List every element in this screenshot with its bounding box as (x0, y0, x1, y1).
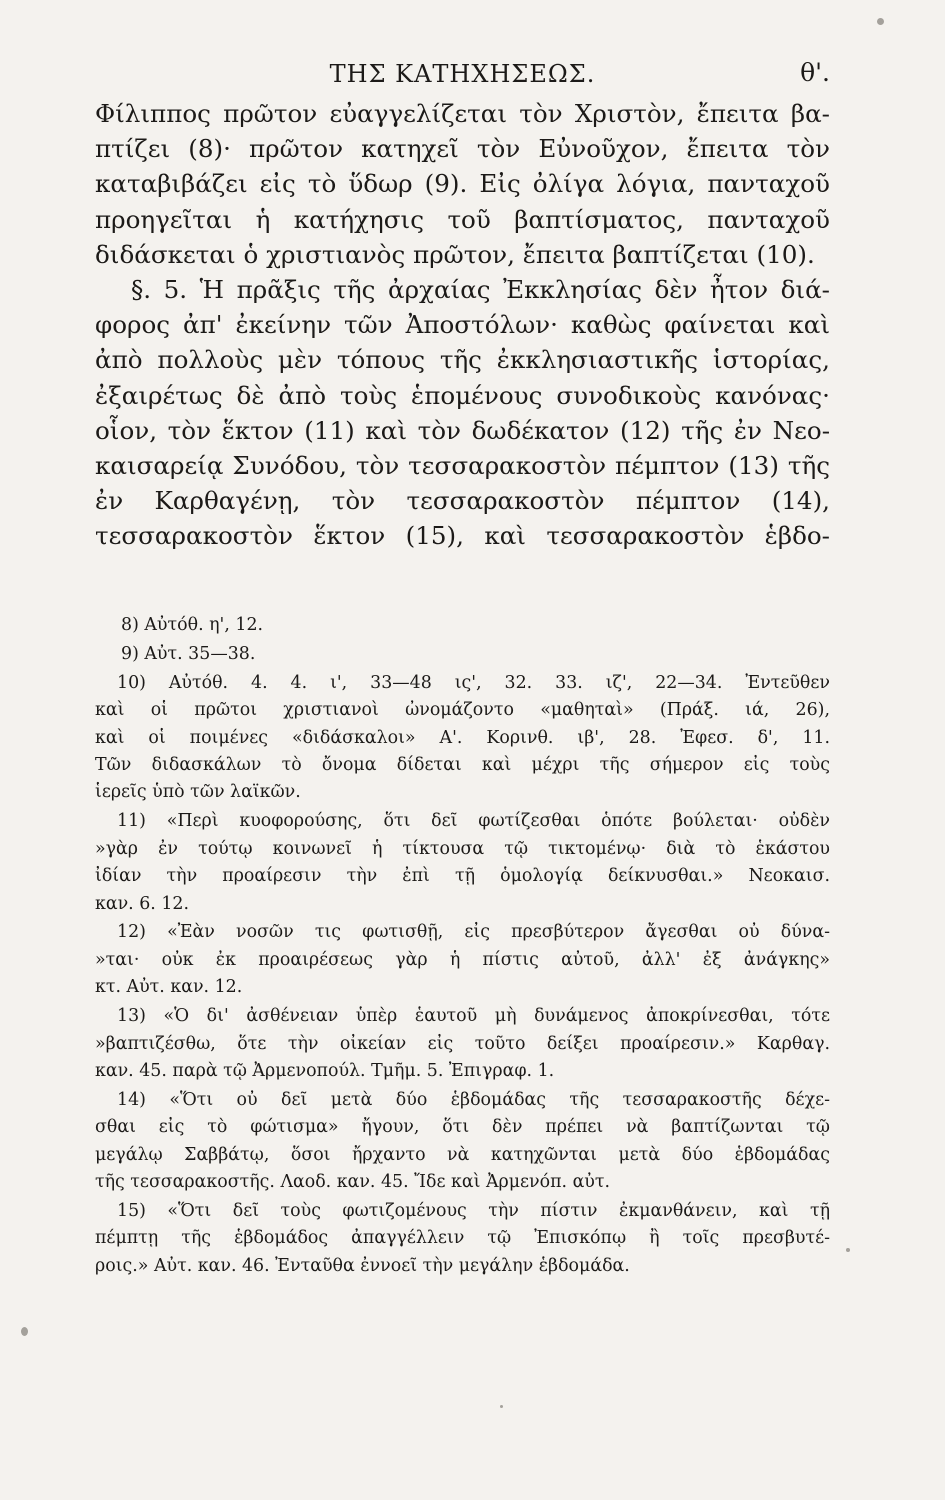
page-header (95, 56, 830, 92)
footnote-line: Τῶν διδασκάλων τὸ ὄνομα δίδεται καὶ μέχρι τῆς σήμερον εἰς τοὺς (95, 755, 830, 776)
footnote-line: καν. 6. 12. (95, 893, 190, 914)
footnote-line: ἰδίαν τὴν προαίρεσιν τὴν ἐπὶ τῇ ὁμολογίᾳ δείκνυσθαι.» Νεοκαισ. (95, 866, 830, 887)
main-text-line: τεσσαρακοστὸν ἕκτον (15), καὶ τεσσαρακοστὸν ἑβδο- (95, 521, 830, 551)
footnote-9 (95, 641, 830, 668)
main-text-line: οἷον, τὸν ἕκτον (11) καὶ τὸν δωδέκατον (12) τῆς ἐν Νεο- (95, 415, 830, 445)
main-text-line: ἐξαιρέτως δὲ ἀπὸ τοὺς ἑπομένους συνοδικοὺς κανόνας· (95, 380, 830, 410)
footnote-8 (95, 612, 830, 639)
footnote-line: 10) Αὐτόθ. 4. 4. ι', 33—48 ις', 32. 33. ιζ', 22—34. Ἐντεῦθεν (117, 672, 830, 693)
footnote-14 (95, 1087, 830, 1197)
footnote-line: »γὰρ ἐν τούτῳ κοινωνεῖ ἡ τίκτουσα τῷ τικτομένῳ· διὰ τὸ ἑκάστου (95, 838, 830, 859)
footnote-line: σθαι εἰς τὸ φώτισμα» ἤγουν, ὅτι δὲν πρέπει νὰ βαπτίζωνται τῷ (95, 1117, 830, 1138)
main-text-line: πτίζει (8)· πρῶτον κατηχεῖ τὸν Εὐνοῦχον, ἔπειτα τὸν (95, 134, 830, 164)
footnote-line: 11) «Περὶ κυοφορούσης, ὅτι δεῖ φωτίζεσθαι ὁπότε βούλεται· οὐδὲν (117, 811, 830, 832)
main-text-line: Φίλιππος πρῶτον εὐαγγελίζεται τὸν Χριστὸν, ἔπειτα βα- (95, 99, 830, 128)
footnote-line: ἱερεῖς ὑπὸ τῶν λαϊκῶν. (95, 782, 301, 803)
footnote-line: 14) «Ὅτι οὐ δεῖ μετὰ δύο ἑβδομάδας τῆς τεσσαρακοστῆς δέχε- (117, 1089, 830, 1110)
main-text-line: προηγεῖται ἡ κατήχησις τοῦ βαπτίσματος, πανταχοῦ (95, 204, 830, 234)
footnote-line: κτ. Αὐτ. καν. 12. (95, 977, 243, 998)
footnote-12 (95, 919, 830, 1001)
ink-speck (877, 18, 884, 25)
footnote-line: καν. 45. παρὰ τῷ Ἀρμενοπούλ. Τμῆμ. 5. Ἐπιγραφ. 1. (95, 1061, 555, 1081)
footnote-line: 9) Αὐτ. 35—38. (121, 643, 256, 664)
ink-speck (500, 1405, 503, 1408)
main-text-line: διδάσκεται ὁ χριστιανὸς πρῶτον, ἔπειτα βαπτίζεται (10). (95, 239, 815, 269)
footnote-line: »ται· οὐκ ἐκ προαιρέσεως γὰρ ἡ πίστις αὐτοῦ, ἀλλ' ἐξ ἀνάγκης» (95, 949, 830, 970)
page-number: θ'. (800, 58, 830, 87)
ink-speck (21, 1327, 28, 1336)
section-heading-line: §. 5. Ἡ πρᾶξις τῆς ἀρχαίας Ἐκκλησίας δὲν ἦτον διά- (131, 275, 830, 305)
main-text-line: καταβιβάζει εἰς τὸ ὕδωρ (9). Εἰς ὀλίγα λόγια, πανταχοῦ (95, 169, 830, 199)
footnote-line: ροις.» Αὐτ. καν. 46. Ἐνταῦθα ἐννοεῖ τὴν μεγάλην ἑβδομάδα. (95, 1255, 630, 1276)
footnote-line: 13) «Ὁ δι' ἀσθένειαν ὑπὲρ ἑαυτοῦ μὴ δυνάμενος ἀποκρίνεσθαι, τότε (117, 1006, 830, 1027)
running-title: ΤΗΣ ΚΑΤΗΧΗΣΕΩΣ. (329, 60, 596, 88)
footnote-15 (95, 1198, 830, 1280)
footnote-line: καὶ οἱ ποιμένες «διδάσκαλοι» Α'. Κορινθ. ιβ', 28. Ἐφεσ. δ', 11. (95, 727, 830, 748)
main-text-line: ἐν Καρθαγένῃ, τὸν τεσσαρακοστὸν πέμπτον (14), (95, 486, 830, 516)
main-text-line: ἀπὸ πολλοὺς μὲν τόπους τῆς ἐκκλησιαστικῆς ἱστορίας, (95, 345, 830, 375)
main-text-line: καισαρείᾳ Συνόδου, τὸν τεσσαρακοστὸν πέμπτον (13) τῆς (95, 451, 830, 481)
footnote-line: τῆς τεσσαρακοστῆς. Λαοδ. καν. 45. Ἴδε καὶ Ἀρμενόπ. αὐτ. (95, 1172, 611, 1193)
footnote-line: »βαπτιζέσθω, ὅτε τὴν οἰκείαν εἰς τοῦτο δείξει προαίρεσιν.» Καρθαγ. (95, 1033, 830, 1054)
footnote-line: καὶ οἱ πρῶτοι χριστιανοὶ ὠνομάζοντο «μαθηταὶ» (Πράξ. ιά, 26), (95, 700, 830, 721)
footnote-10 (95, 670, 830, 807)
footnote-11 (95, 808, 830, 918)
footnotes (95, 612, 830, 1282)
ink-speck (846, 1248, 850, 1252)
footnote-line: 12) «Ἐὰν νοσῶν τις φωτισθῇ, εἰς πρεσβύτερον ἄγεσθαι οὐ δύνα- (117, 922, 830, 943)
footnote-line: μεγάλῳ Σαββάτῳ, ὅσοι ἤρχαντο νὰ κατηχῶνται μετὰ δύο ἑβδομάδας (95, 1144, 830, 1165)
footnote-line: 8) Αὐτόθ. η', 12. (121, 615, 264, 635)
footnote-line: 15) «Ὅτι δεῖ τοὺς φωτιζομένους τὴν πίστιν ἐκμανθάνειν, καὶ τῇ (117, 1201, 830, 1222)
footnote-line: πέμπτῃ τῆς ἑβδομάδος ἀπαγγέλλειν τῷ Ἐπισκόπῳ ἢ τοῖς πρεσβυτέ- (95, 1228, 830, 1249)
main-text-block (95, 96, 830, 554)
footnote-13 (95, 1003, 830, 1085)
main-text-line: φορος ἀπ' ἐκείνην τῶν Ἀποστόλων· καθὼς φαίνεται καὶ (95, 310, 830, 340)
